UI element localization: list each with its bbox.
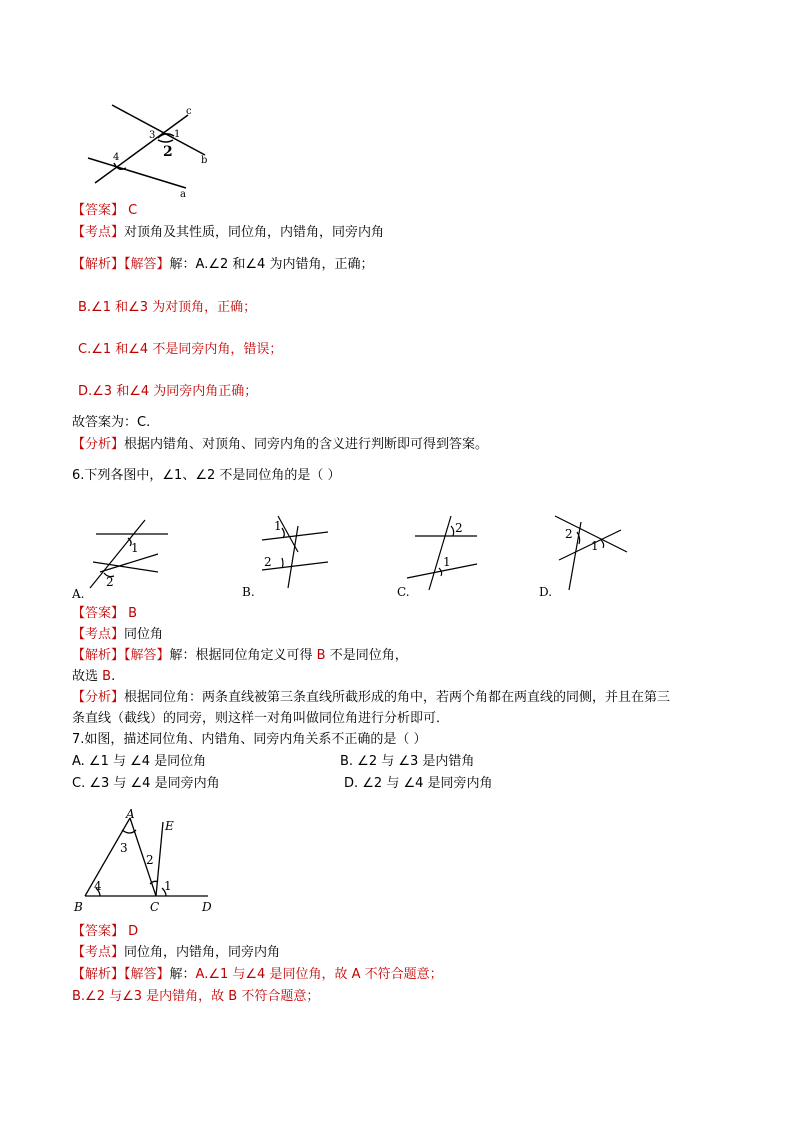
fig-label: 2 [163,144,173,160]
figure-q7 [70,808,230,918]
answer-label: 【答案】 [72,203,125,218]
fenxi-label: 【分析】 [72,690,125,705]
fig-label: b [201,155,208,166]
q6-answer-line [72,605,137,623]
angle-mark-bottom [158,140,173,142]
jiexi-label: 【解析】 [72,648,125,663]
q5-option-d: D.∠3 和∠4 为同旁内角正确； [78,384,258,399]
q6-question: 6.下列各图中，∠1、∠2 不是同位角的是（ ） [72,468,341,483]
jieda-label: 【解答】 [124,648,170,663]
kaodian-text: 同位角，内错角，同旁内角 [124,945,281,960]
jiexi-letter: B [316,648,326,663]
fig-label: c [186,106,192,117]
figure-q6-d [535,510,635,602]
fig-label: 1 [443,555,451,569]
fig-label: 3 [149,130,156,141]
answer-value: C [124,203,138,218]
fig-label: 3 [120,841,128,855]
fig-label: A [126,808,135,821]
answer-label: 【答案】 [72,606,125,621]
jieda-label: 【解答】 [124,967,170,982]
fig-label: 2 [565,527,573,541]
answer-label: 【答案】 [72,924,125,939]
q7-option-c: C. ∠3 与 ∠4 是同旁内角 [72,776,220,791]
jiexi-a: A.∠2 和∠4 为内错角，正确； [195,257,374,272]
q6-fenxi-line2: 条直线（截线）的同旁，则这样一对角叫做同位角进行分析即可． [72,711,450,726]
fig-label: C. [397,585,410,599]
q7-jiexi-line [72,966,443,984]
q5-option-b: B.∠1 和∠3 为对顶角，正确； [78,300,257,315]
jiexi-prefix: 解： [169,257,196,272]
q7-option-b-explain: B.∠2 与∠3 是内错角，故 B 不符合题意； [72,989,320,1004]
q7-answer-line [72,923,138,941]
fig-label: B. [242,585,255,599]
kaodian-label: 【考点】 [72,945,125,960]
q7-option-b: B. ∠2 与 ∠3 是内错角 [340,754,475,769]
q6-jiexi-line [72,647,408,665]
figure-q5 [80,100,220,200]
fenxi-text: 根据内错角、对顶角、同旁内角的含义进行判断即可得到答案。 [124,437,489,452]
q7-question: 7.如图，描述同位角、内错角、同旁内角关系不正确的是（ ） [72,732,427,747]
q7-option-a: A. ∠1 与 ∠4 是同位角 [72,754,207,769]
conclusion-text: 故答案为：C. [72,415,151,430]
line-c [95,115,188,183]
fig-label: 4 [113,152,120,163]
fig-label: 2 [106,575,114,589]
q5-conclusion [72,414,150,432]
fig-label: 1 [164,879,172,893]
fig-label: A. [72,587,85,601]
fig-label: 1 [591,539,599,553]
figure-q6-b [240,508,340,600]
q5-jiexi-line [72,256,373,274]
kaodian-label: 【考点】 [72,225,125,240]
q5-answer-line [72,202,137,220]
answer-value: B [124,606,138,621]
conclusion-suffix: . [111,669,116,684]
answer-value: D [124,924,139,939]
jiexi-label: 【解析】 [72,257,125,272]
q7-option-d: D. ∠2 与 ∠4 是同旁内角 [344,776,493,791]
figure-q6-c [395,510,495,602]
conclusion-letter: B [102,669,112,684]
q5-kaodian-line [72,224,384,242]
jiexi-suffix: 不是同位角， [325,648,408,663]
fig-label: 1 [174,129,181,140]
jieda-label: 【解答】 [124,257,170,272]
fig-label: 2 [264,555,272,569]
q6-conclusion [72,668,115,686]
jiexi-prefix: 解：根据同位角定义可得 [169,648,317,663]
fig-label: 2 [455,521,463,535]
kaodian-text: 同位角 [124,627,164,642]
q5-option-c: C.∠1 和∠4 不是同旁内角，错误； [78,342,283,357]
fig-label: a [180,189,186,200]
fig-label: E [165,819,174,833]
fig-label: 1 [131,541,139,555]
fig-label: D. [539,585,553,599]
fig-label: B [74,900,83,914]
q6-kaodian-line [72,626,163,644]
figure-q6-a [70,512,180,604]
q5-fenxi-line [72,436,488,454]
line-a [88,158,186,188]
fig-label: 4 [94,879,102,893]
fig-label: C [150,900,160,914]
fig-label: 1 [274,519,282,533]
jiexi-a: A.∠1 与∠4 是同位角，故 A 不符合题意； [195,967,443,982]
fig-label: 2 [146,853,154,867]
q7-kaodian-line [72,944,280,962]
jiexi-prefix: 解： [169,967,196,982]
jiexi-label: 【解析】 [72,967,125,982]
kaodian-text: 对顶角及其性质，同位角，内错角，同旁内角 [124,225,385,240]
fenxi-label: 【分析】 [72,437,125,452]
fig-label: D [202,900,212,914]
kaodian-label: 【考点】 [72,627,125,642]
q6-fenxi-line [72,689,670,707]
conclusion-prefix: 故选 [72,669,103,684]
fenxi-text-1: 根据同位角：两条直线被第三条直线所截形成的角中，若两个角都在两直线的同侧，并且在第三 [124,690,671,705]
